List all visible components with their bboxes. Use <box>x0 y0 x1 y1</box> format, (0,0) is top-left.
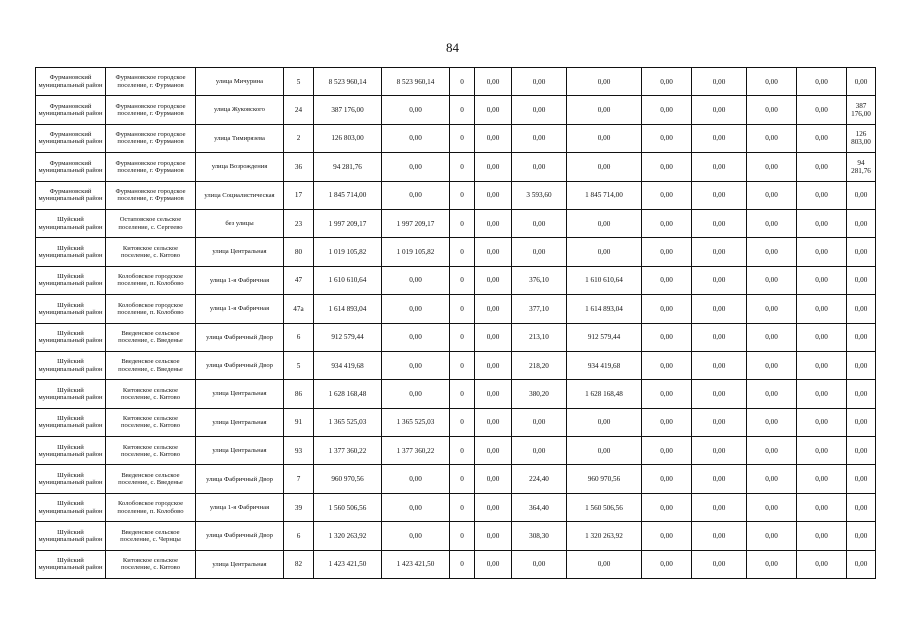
cell-cost-col-9: 0,00 <box>747 522 797 550</box>
cell-count-col: 0 <box>450 493 475 521</box>
table-row <box>36 209 876 237</box>
cell-cost-col-4: 0,00 <box>475 238 512 266</box>
cell-district: Шуйский муниципальный район <box>36 323 106 351</box>
cell-settlement: Китовское сельское поселение, с. Китово <box>106 380 196 408</box>
cell-count-col: 0 <box>450 465 475 493</box>
cell-cost-col-2: 0,00 <box>382 351 450 379</box>
cell-cost-col-7: 0,00 <box>642 295 692 323</box>
cell-cost-col-11: 0,00 <box>847 295 876 323</box>
cell-house-number: 6 <box>284 323 314 351</box>
cell-cost-col-8: 0,00 <box>692 522 747 550</box>
cell-count-col: 0 <box>450 68 475 96</box>
cell-cost-col-9: 0,00 <box>747 465 797 493</box>
cell-count-col: 0 <box>450 181 475 209</box>
cell-cost-col-4: 0,00 <box>475 153 512 181</box>
cell-cost-col-2: 0,00 <box>382 124 450 152</box>
table-row <box>36 323 876 351</box>
cell-street: улица Социалистическая <box>196 181 284 209</box>
cell-cost-col-11: 0,00 <box>847 465 876 493</box>
cell-area-col: 0,00 <box>512 238 567 266</box>
cell-house-number: 5 <box>284 68 314 96</box>
cell-cost-col-6: 1 560 506,56 <box>567 493 642 521</box>
cell-cost-col-7: 0,00 <box>642 124 692 152</box>
cell-cost-col-11: 94 281,76 <box>847 153 876 181</box>
cell-total-cost: 1 423 421,50 <box>314 550 382 578</box>
cell-cost-col-4: 0,00 <box>475 380 512 408</box>
cell-cost-col-9: 0,00 <box>747 323 797 351</box>
cell-cost-col-6: 0,00 <box>567 408 642 436</box>
cell-cost-col-4: 0,00 <box>475 124 512 152</box>
cell-district: Фурмановский муниципальный район <box>36 96 106 124</box>
cell-cost-col-2: 0,00 <box>382 153 450 181</box>
cell-house-number: 80 <box>284 238 314 266</box>
table-row <box>36 351 876 379</box>
cell-cost-col-8: 0,00 <box>692 323 747 351</box>
cell-cost-col-6: 1 610 610,64 <box>567 266 642 294</box>
cell-street: улица Центральная <box>196 238 284 266</box>
cell-cost-col-2: 1 997 209,17 <box>382 209 450 237</box>
cell-count-col: 0 <box>450 96 475 124</box>
cell-house-number: 7 <box>284 465 314 493</box>
cell-cost-col-4: 0,00 <box>475 68 512 96</box>
cell-street: улица Фабричный Двор <box>196 323 284 351</box>
cell-cost-col-10: 0,00 <box>797 153 847 181</box>
cell-area-col: 377,10 <box>512 295 567 323</box>
cell-cost-col-8: 0,00 <box>692 96 747 124</box>
cell-cost-col-11: 0,00 <box>847 238 876 266</box>
cell-cost-col-4: 0,00 <box>475 209 512 237</box>
cell-count-col: 0 <box>450 380 475 408</box>
cell-settlement: Фурмановское городское поселение, г. Фурманов <box>106 181 196 209</box>
cell-cost-col-9: 0,00 <box>747 181 797 209</box>
cell-count-col: 0 <box>450 295 475 323</box>
cell-cost-col-8: 0,00 <box>692 238 747 266</box>
cell-cost-col-11: 0,00 <box>847 323 876 351</box>
cell-street: улица Центральная <box>196 550 284 578</box>
table-row <box>36 68 876 96</box>
cell-area-col: 308,30 <box>512 522 567 550</box>
cell-cost-col-8: 0,00 <box>692 351 747 379</box>
cell-street: улица 1-я Фабричная <box>196 493 284 521</box>
cell-cost-col-10: 0,00 <box>797 408 847 436</box>
cell-cost-col-2: 1 365 525,03 <box>382 408 450 436</box>
cell-cost-col-11: 0,00 <box>847 522 876 550</box>
cell-street: улица Фабричный Двор <box>196 465 284 493</box>
cell-settlement: Фурмановское городское поселение, г. Фурманов <box>106 153 196 181</box>
cell-cost-col-6: 1 628 168,48 <box>567 380 642 408</box>
cell-cost-col-2: 0,00 <box>382 266 450 294</box>
cell-cost-col-9: 0,00 <box>747 96 797 124</box>
table-row <box>36 380 876 408</box>
cell-cost-col-2: 8 523 960,14 <box>382 68 450 96</box>
cell-cost-col-10: 0,00 <box>797 124 847 152</box>
cell-area-col: 0,00 <box>512 209 567 237</box>
cell-street: улица Центральная <box>196 437 284 465</box>
cell-settlement: Введенское сельское поселение, с. Чернцы <box>106 522 196 550</box>
cell-district: Шуйский муниципальный район <box>36 522 106 550</box>
cell-district: Шуйский муниципальный район <box>36 295 106 323</box>
cell-cost-col-10: 0,00 <box>797 465 847 493</box>
cell-total-cost: 1 997 209,17 <box>314 209 382 237</box>
cell-cost-col-4: 0,00 <box>475 408 512 436</box>
cell-cost-col-11: 0,00 <box>847 408 876 436</box>
cell-cost-col-10: 0,00 <box>797 380 847 408</box>
cell-house-number: 39 <box>284 493 314 521</box>
cell-count-col: 0 <box>450 153 475 181</box>
cell-house-number: 93 <box>284 437 314 465</box>
table-row <box>36 266 876 294</box>
cell-cost-col-8: 0,00 <box>692 380 747 408</box>
cell-cost-col-2: 1 423 421,50 <box>382 550 450 578</box>
cell-cost-col-6: 1 320 263,92 <box>567 522 642 550</box>
cell-area-col: 0,00 <box>512 153 567 181</box>
cell-street: улица Возрождения <box>196 153 284 181</box>
cell-cost-col-9: 0,00 <box>747 351 797 379</box>
cell-total-cost: 126 803,00 <box>314 124 382 152</box>
cell-house-number: 86 <box>284 380 314 408</box>
cell-cost-col-7: 0,00 <box>642 153 692 181</box>
cell-cost-col-11: 0,00 <box>847 181 876 209</box>
cell-cost-col-7: 0,00 <box>642 493 692 521</box>
cell-cost-col-6: 1 845 714,00 <box>567 181 642 209</box>
cell-cost-col-10: 0,00 <box>797 493 847 521</box>
cell-cost-col-7: 0,00 <box>642 181 692 209</box>
cell-cost-col-4: 0,00 <box>475 96 512 124</box>
cell-total-cost: 1 845 714,00 <box>314 181 382 209</box>
cell-settlement: Введенское сельское поселение, с. Введенье <box>106 351 196 379</box>
cell-cost-col-10: 0,00 <box>797 266 847 294</box>
cell-cost-col-11: 0,00 <box>847 266 876 294</box>
cell-area-col: 0,00 <box>512 96 567 124</box>
table-row <box>36 153 876 181</box>
cell-count-col: 0 <box>450 408 475 436</box>
cell-street: улица Центральная <box>196 408 284 436</box>
table-row <box>36 124 876 152</box>
cell-count-col: 0 <box>450 550 475 578</box>
cell-settlement: Введенское сельское поселение, с. Введенье <box>106 465 196 493</box>
cell-district: Шуйский муниципальный район <box>36 550 106 578</box>
cell-cost-col-7: 0,00 <box>642 323 692 351</box>
cell-cost-col-6: 0,00 <box>567 437 642 465</box>
cell-cost-col-10: 0,00 <box>797 437 847 465</box>
cell-district: Фурмановский муниципальный район <box>36 181 106 209</box>
cell-cost-col-8: 0,00 <box>692 437 747 465</box>
cell-house-number: 24 <box>284 96 314 124</box>
cell-cost-col-6: 0,00 <box>567 153 642 181</box>
cell-total-cost: 1 377 360,22 <box>314 437 382 465</box>
table-row <box>36 238 876 266</box>
cell-settlement: Колобовское городское поселение, п. Колобово <box>106 295 196 323</box>
table-row <box>36 295 876 323</box>
cell-house-number: 6 <box>284 522 314 550</box>
cell-cost-col-8: 0,00 <box>692 209 747 237</box>
cell-district: Шуйский муниципальный район <box>36 437 106 465</box>
cell-total-cost: 934 419,68 <box>314 351 382 379</box>
cell-cost-col-9: 0,00 <box>747 408 797 436</box>
cell-district: Шуйский муниципальный район <box>36 465 106 493</box>
cell-district: Шуйский муниципальный район <box>36 238 106 266</box>
table-row <box>36 181 876 209</box>
cell-district: Шуйский муниципальный район <box>36 380 106 408</box>
cell-area-col: 0,00 <box>512 124 567 152</box>
cell-district: Шуйский муниципальный район <box>36 266 106 294</box>
cell-cost-col-8: 0,00 <box>692 266 747 294</box>
cell-house-number: 91 <box>284 408 314 436</box>
cell-street: улица Жуковского <box>196 96 284 124</box>
cell-cost-col-7: 0,00 <box>642 68 692 96</box>
cell-cost-col-11: 0,00 <box>847 209 876 237</box>
cell-district: Шуйский муниципальный район <box>36 351 106 379</box>
cell-house-number: 2 <box>284 124 314 152</box>
cell-cost-col-10: 0,00 <box>797 550 847 578</box>
cell-cost-col-7: 0,00 <box>642 522 692 550</box>
cell-total-cost: 387 176,00 <box>314 96 382 124</box>
cell-settlement: Китовское сельское поселение, с. Китово <box>106 408 196 436</box>
cell-settlement: Фурмановское городское поселение, г. Фурманов <box>106 68 196 96</box>
cell-area-col: 224,40 <box>512 465 567 493</box>
cell-district: Фурмановский муниципальный район <box>36 153 106 181</box>
cell-settlement: Китовское сельское поселение, с. Китово <box>106 437 196 465</box>
cell-cost-col-10: 0,00 <box>797 522 847 550</box>
cell-cost-col-8: 0,00 <box>692 124 747 152</box>
cell-total-cost: 1 614 893,04 <box>314 295 382 323</box>
cell-cost-col-7: 0,00 <box>642 550 692 578</box>
cell-count-col: 0 <box>450 323 475 351</box>
cell-cost-col-4: 0,00 <box>475 181 512 209</box>
cell-settlement: Китовское сельское поселение, с. Китово <box>106 238 196 266</box>
cell-cost-col-10: 0,00 <box>797 323 847 351</box>
cell-cost-col-4: 0,00 <box>475 437 512 465</box>
cell-cost-col-8: 0,00 <box>692 550 747 578</box>
cell-cost-col-7: 0,00 <box>642 465 692 493</box>
cell-cost-col-6: 0,00 <box>567 238 642 266</box>
cell-count-col: 0 <box>450 209 475 237</box>
cell-cost-col-6: 0,00 <box>567 96 642 124</box>
cell-area-col: 218,20 <box>512 351 567 379</box>
cell-house-number: 82 <box>284 550 314 578</box>
cell-cost-col-8: 0,00 <box>692 153 747 181</box>
cell-cost-col-7: 0,00 <box>642 437 692 465</box>
table-row <box>36 408 876 436</box>
cell-cost-col-4: 0,00 <box>475 351 512 379</box>
cell-district: Шуйский муниципальный район <box>36 408 106 436</box>
cell-area-col: 0,00 <box>512 68 567 96</box>
cell-cost-col-11: 0,00 <box>847 380 876 408</box>
cell-area-col: 380,20 <box>512 380 567 408</box>
cell-settlement: Введенское сельское поселение, с. Введенье <box>106 323 196 351</box>
cell-cost-col-10: 0,00 <box>797 351 847 379</box>
cell-cost-col-11: 0,00 <box>847 493 876 521</box>
cell-cost-col-4: 0,00 <box>475 522 512 550</box>
cell-cost-col-6: 0,00 <box>567 124 642 152</box>
cell-cost-col-8: 0,00 <box>692 465 747 493</box>
cell-cost-col-11: 0,00 <box>847 550 876 578</box>
cell-cost-col-9: 0,00 <box>747 266 797 294</box>
cell-count-col: 0 <box>450 266 475 294</box>
cell-cost-col-4: 0,00 <box>475 295 512 323</box>
cell-district: Фурмановский муниципальный район <box>36 124 106 152</box>
cell-count-col: 0 <box>450 351 475 379</box>
cell-cost-col-2: 0,00 <box>382 380 450 408</box>
cell-cost-col-9: 0,00 <box>747 153 797 181</box>
cell-district: Шуйский муниципальный район <box>36 209 106 237</box>
cell-cost-col-7: 0,00 <box>642 266 692 294</box>
cell-cost-col-9: 0,00 <box>747 550 797 578</box>
cell-total-cost: 1 320 263,92 <box>314 522 382 550</box>
cell-total-cost: 8 523 960,14 <box>314 68 382 96</box>
cell-area-col: 0,00 <box>512 408 567 436</box>
cell-street: улица Фабричный Двор <box>196 522 284 550</box>
cell-cost-col-2: 0,00 <box>382 323 450 351</box>
cell-count-col: 0 <box>450 124 475 152</box>
cell-street: улица Мичурина <box>196 68 284 96</box>
cell-house-number: 5 <box>284 351 314 379</box>
cell-cost-col-9: 0,00 <box>747 493 797 521</box>
cell-count-col: 0 <box>450 522 475 550</box>
cell-cost-col-2: 0,00 <box>382 96 450 124</box>
cell-cost-col-8: 0,00 <box>692 181 747 209</box>
cell-cost-col-8: 0,00 <box>692 295 747 323</box>
cell-cost-col-9: 0,00 <box>747 238 797 266</box>
cell-cost-col-6: 934 419,68 <box>567 351 642 379</box>
table-row <box>36 96 876 124</box>
cell-house-number: 36 <box>284 153 314 181</box>
cell-cost-col-6: 0,00 <box>567 550 642 578</box>
cell-cost-col-4: 0,00 <box>475 550 512 578</box>
cell-count-col: 0 <box>450 238 475 266</box>
cell-cost-col-7: 0,00 <box>642 96 692 124</box>
cell-cost-col-9: 0,00 <box>747 437 797 465</box>
cell-cost-col-6: 1 614 893,04 <box>567 295 642 323</box>
cell-cost-col-2: 1 377 360,22 <box>382 437 450 465</box>
cell-total-cost: 1 628 168,48 <box>314 380 382 408</box>
cell-cost-col-6: 960 970,56 <box>567 465 642 493</box>
cell-area-col: 213,10 <box>512 323 567 351</box>
cell-area-col: 0,00 <box>512 550 567 578</box>
cell-cost-col-11: 0,00 <box>847 437 876 465</box>
cell-cost-col-4: 0,00 <box>475 465 512 493</box>
table-row <box>36 522 876 550</box>
cell-cost-col-6: 0,00 <box>567 209 642 237</box>
cell-cost-col-11: 0,00 <box>847 351 876 379</box>
cell-area-col: 0,00 <box>512 437 567 465</box>
cell-cost-col-2: 0,00 <box>382 493 450 521</box>
cell-cost-col-10: 0,00 <box>797 96 847 124</box>
cell-total-cost: 1 019 105,82 <box>314 238 382 266</box>
cell-cost-col-10: 0,00 <box>797 209 847 237</box>
register-table <box>35 67 876 579</box>
cell-cost-col-11: 0,00 <box>847 68 876 96</box>
cell-street: улица Фабричный Двор <box>196 351 284 379</box>
cell-street: улица Тимирязева <box>196 124 284 152</box>
table-row <box>36 493 876 521</box>
cell-area-col: 364,40 <box>512 493 567 521</box>
cell-cost-col-7: 0,00 <box>642 238 692 266</box>
cell-cost-col-9: 0,00 <box>747 295 797 323</box>
cell-cost-col-9: 0,00 <box>747 68 797 96</box>
cell-settlement: Фурмановское городское поселение, г. Фурманов <box>106 96 196 124</box>
cell-count-col: 0 <box>450 437 475 465</box>
cell-street: улица 1-я Фабричная <box>196 295 284 323</box>
cell-street: улица Центральная <box>196 380 284 408</box>
cell-house-number: 23 <box>284 209 314 237</box>
cell-street: без улицы <box>196 209 284 237</box>
table-row <box>36 550 876 578</box>
cell-cost-col-2: 0,00 <box>382 295 450 323</box>
cell-total-cost: 912 579,44 <box>314 323 382 351</box>
cell-cost-col-11: 387 176,00 <box>847 96 876 124</box>
cell-cost-col-9: 0,00 <box>747 124 797 152</box>
cell-district: Шуйский муниципальный район <box>36 493 106 521</box>
table-row <box>36 437 876 465</box>
cell-settlement: Остаповское сельское поселение, с. Сергеево <box>106 209 196 237</box>
cell-cost-col-2: 0,00 <box>382 465 450 493</box>
cell-cost-col-10: 0,00 <box>797 295 847 323</box>
cell-cost-col-2: 0,00 <box>382 181 450 209</box>
cell-cost-col-7: 0,00 <box>642 351 692 379</box>
cell-settlement: Китовское сельское поселение, с. Китово <box>106 550 196 578</box>
cell-total-cost: 94 281,76 <box>314 153 382 181</box>
cell-cost-col-10: 0,00 <box>797 68 847 96</box>
cell-cost-col-2: 1 019 105,82 <box>382 238 450 266</box>
cell-cost-col-4: 0,00 <box>475 493 512 521</box>
cell-cost-col-4: 0,00 <box>475 266 512 294</box>
cell-district: Фурмановский муниципальный район <box>36 68 106 96</box>
cell-cost-col-11: 126 803,00 <box>847 124 876 152</box>
cell-cost-col-9: 0,00 <box>747 380 797 408</box>
cell-cost-col-8: 0,00 <box>692 493 747 521</box>
cell-cost-col-6: 0,00 <box>567 68 642 96</box>
cell-area-col: 376,10 <box>512 266 567 294</box>
cell-cost-col-10: 0,00 <box>797 238 847 266</box>
cell-cost-col-9: 0,00 <box>747 209 797 237</box>
cell-cost-col-4: 0,00 <box>475 323 512 351</box>
cell-house-number: 47 <box>284 266 314 294</box>
cell-total-cost: 1 610 610,64 <box>314 266 382 294</box>
cell-cost-col-7: 0,00 <box>642 209 692 237</box>
page-number: 84 <box>446 40 459 55</box>
cell-cost-col-7: 0,00 <box>642 380 692 408</box>
cell-cost-col-8: 0,00 <box>692 68 747 96</box>
cell-house-number: 47а <box>284 295 314 323</box>
cell-total-cost: 960 970,56 <box>314 465 382 493</box>
cell-cost-col-10: 0,00 <box>797 181 847 209</box>
cell-cost-col-2: 0,00 <box>382 522 450 550</box>
table-row <box>36 465 876 493</box>
cell-area-col: 3 593,60 <box>512 181 567 209</box>
cell-street: улица 1-я Фабричная <box>196 266 284 294</box>
cell-cost-col-8: 0,00 <box>692 408 747 436</box>
cell-total-cost: 1 560 506,56 <box>314 493 382 521</box>
cell-settlement: Колобовское городское поселение, п. Колобово <box>106 493 196 521</box>
cell-house-number: 17 <box>284 181 314 209</box>
cell-cost-col-6: 912 579,44 <box>567 323 642 351</box>
cell-settlement: Колобовское городское поселение, п. Колобово <box>106 266 196 294</box>
cell-settlement: Фурмановское городское поселение, г. Фурманов <box>106 124 196 152</box>
cell-total-cost: 1 365 525,03 <box>314 408 382 436</box>
cell-cost-col-7: 0,00 <box>642 408 692 436</box>
